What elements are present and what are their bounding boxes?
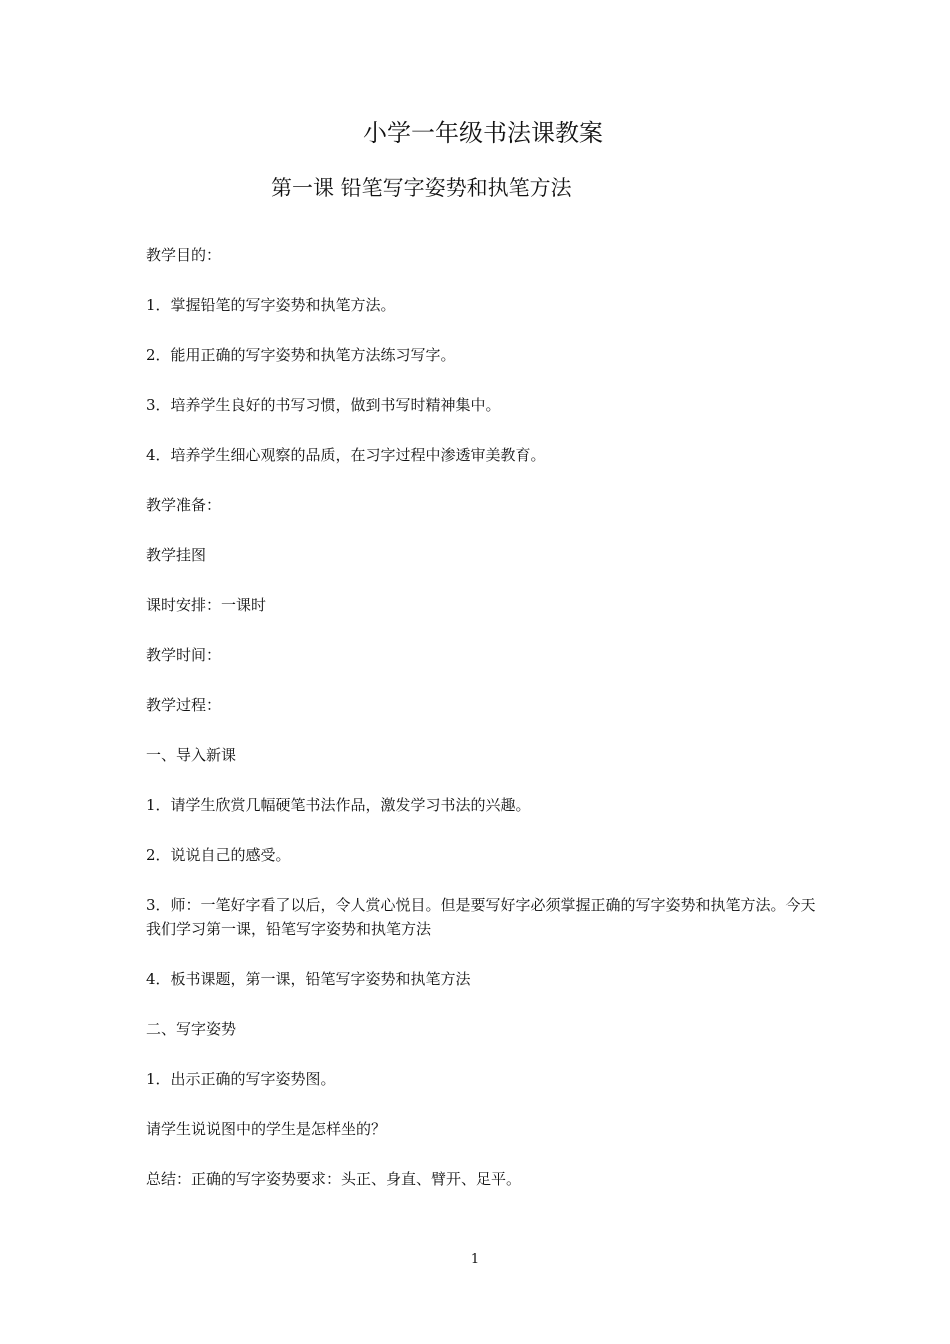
page-number: 1	[470, 1252, 480, 1267]
paragraph-section-2-item-1: 1．出示正确的写字姿势图。	[146, 1070, 336, 1088]
paragraph-teaching-time: 教学时间：	[146, 646, 222, 664]
paragraph-schedule: 课时安排：一课时	[146, 596, 267, 614]
paragraph-goal-3: 3．培养学生良好的书写习惯，做到书写时精神集中。	[146, 396, 501, 414]
document-body	[146, 243, 816, 1217]
paragraph-process-heading: 教学过程：	[146, 696, 222, 714]
paragraph-goal-2: 2．能用正确的写字姿势和执笔方法练习写字。	[146, 346, 456, 364]
paragraph-section-1-item-1: 1．请学生欣赏几幅硬笔书法作品，激发学习书法的兴趣。	[146, 796, 531, 814]
lesson-subtitle: 第一课 铅笔写字姿势和执笔方法	[271, 176, 572, 200]
paragraph-section-1-heading: 一、导入新课	[146, 746, 237, 764]
paragraph-section-1-item-2: 2．说说自己的感受。	[146, 846, 291, 864]
paragraph-goal-1: 1．掌握铅笔的写字姿势和执笔方法。	[146, 296, 396, 314]
paragraph-section-2-question: 请学生说说图中的学生是怎样坐的？	[146, 1120, 387, 1138]
paragraph-section-2-summary: 总结：正确的写字姿势要求：头正、身直、臂开、足平。	[146, 1170, 522, 1188]
paragraph-teaching-goals-heading: 教学目的：	[146, 246, 222, 264]
paragraph-goal-4: 4．培养学生细心观察的品质，在习字过程中渗透审美教育。	[146, 446, 546, 464]
paragraph-section-1-item-3: 3．师：一笔好字看了以后，令人赏心悦目。但是要写好字必须掌握正确的写字姿势和执笔方法。今天我们学习第一课，铅笔写字姿势和执笔方法	[146, 896, 816, 938]
paragraph-section-2-heading: 二、写字姿势	[146, 1020, 237, 1038]
document-title: 小学一年级书法课教案	[363, 119, 603, 147]
paragraph-section-1-item-4: 4．板书课题，第一课，铅笔写字姿势和执笔方法	[146, 970, 471, 988]
paragraph-preparation-item: 教学挂图	[146, 546, 207, 564]
paragraph-preparation-heading: 教学准备：	[146, 496, 222, 514]
